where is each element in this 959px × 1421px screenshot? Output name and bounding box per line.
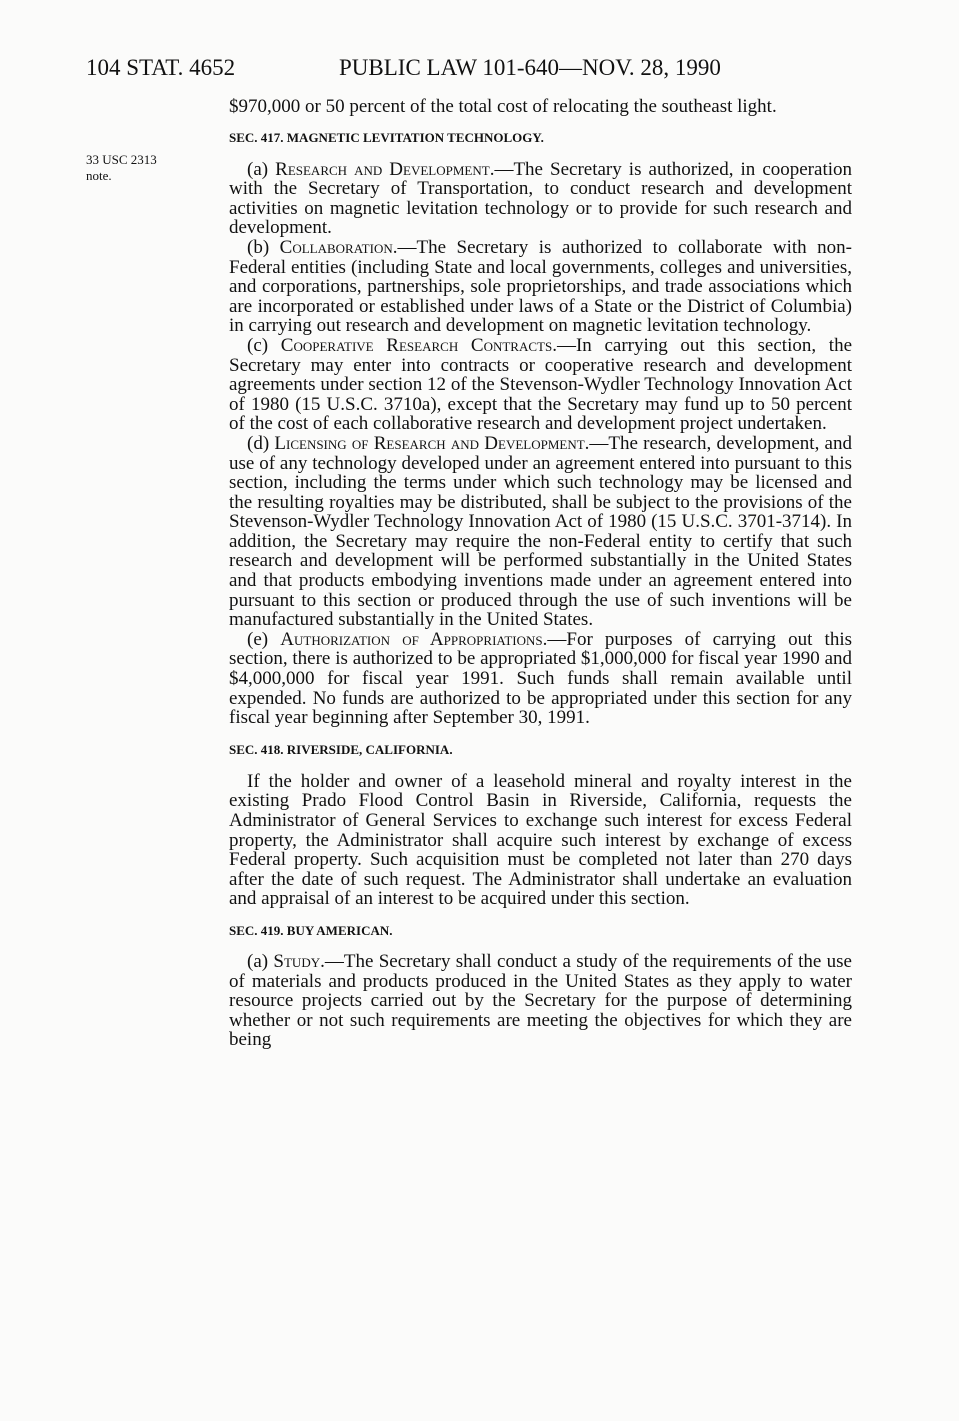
margin-note — [86, 152, 206, 184]
subsection-417-c — [229, 336, 852, 434]
section-heading-419: SEC. 419. BUY AMERICAN. — [229, 922, 393, 938]
subsection-label: (b) — [247, 236, 280, 258]
subsection-text: .—The Secretary shall conduct a study of the requirements of the use of materials and products produced in the United States as they apply to water resource projects carried out by the Secretary for the purpose of determining whether or not such requirements are meeting the objectives for which they are being — [229, 950, 852, 1051]
subsection-label: (a) — [247, 158, 276, 180]
continuation-paragraph: $970,000 or 50 percent of the total cost of relocating the southeast light. — [229, 96, 777, 117]
subsection-title: Study — [273, 950, 321, 972]
subsection-419-a — [229, 952, 852, 1050]
section-heading-417: SEC. 417. MAGNETIC LEVITATION TECHNOLOGY. — [229, 129, 544, 145]
subsection-title: Authorization of Appropriations — [280, 628, 543, 650]
subsection-label: (e) — [247, 628, 281, 650]
subsection-label: (c) — [247, 334, 281, 356]
subsection-title: Cooperative Research Contracts — [280, 334, 553, 356]
subsection-417-b — [229, 238, 852, 336]
document-body — [229, 97, 852, 1050]
section-heading-418: SEC. 418. RIVERSIDE, CALIFORNIA. — [229, 741, 453, 757]
statute-page-reference: 104 STAT. 4652 — [86, 55, 236, 80]
subsection-title: Research and Development — [275, 158, 490, 180]
subsection-text: .—The research, development, and use of any technology developed under an agreement entered into pursuant to this section, including the terms under which such technology may be licensed and the resulting royalties may be distributed, shall be subject to the provisions of the Stevenson-Wydler Technology Innovation Act of 1980 (15 U.S.C. 3701-3714). In addition, the Secretary may require the non-Federal entity to certify that such research and development will be performed substantially in the United States and that products embodying inventions made under an agreement entered into pursuant to this section or produced through the use of such inventions will be manufactured substantially in the United States. — [229, 432, 852, 631]
subsection-417-d — [229, 434, 852, 630]
margin-note-label: note. — [86, 168, 112, 183]
subsection-417-a — [229, 160, 852, 238]
subsection-text: .—The Secretary is authorized, in cooperation with the Secretary of Transportation, to conduct research and development activities on magnetic levitation technology or to provide for such research and development. — [229, 158, 853, 239]
public-law-title: PUBLIC LAW 101-640—NOV. 28, 1990 — [339, 55, 721, 80]
subsection-text: .—For purposes of carrying out this section, there is authorized to be appropriated $1,000,000 for fiscal year 1990 and $4,000,000 for fiscal year 1991. Such funds shall remain available until expended. No funds are authorized to be appropriated under this section for any fiscal year beginning after September 30, 1991. — [229, 628, 852, 729]
margin-note-citation: 33 USC 2313 — [86, 152, 157, 167]
subsection-label: (a) — [247, 950, 274, 972]
subsection-title: Licensing of Research and Development — [274, 432, 585, 454]
subsection-417-e — [229, 630, 852, 728]
subsection-title: Collaboration — [279, 236, 393, 258]
page-header — [86, 53, 856, 87]
subsection-text: .—The Secretary is authorized to collaborate with non-Federal entities (including State and local governments, colleges and universities, and corporations, partnerships, sole proprietorships, and trade associations which are incorporated or established under laws of a State or the District of Columbia) in carrying out research and development on magnetic levitation technology. — [229, 236, 852, 337]
subsection-label: (d) — [247, 432, 275, 454]
section-418-paragraph: If the holder and owner of a leasehold mineral and royalty interest in the existing Prado Flood Control Basin in Riverside, California, requests the Administrator of General Services to exchange such interest for excess Federal property, the Administrator shall acquire such interest by exchange of excess Federal property. Such acquisition must be completed not later than 270 days after the date of such request. The Administrator shall undertake an evaluation and appraisal of an interest to be acquired under this section. — [229, 770, 852, 910]
subsection-text: .—In carrying out this section, the Secretary may enter into contracts or cooperative research and development agreements under section 12 of the Stevenson-Wydler Technology Innovation Act of 1980 (15 U.S.C. 3710a), except that the Secretary may fund up to 50 percent of the cost of each collaborative research and development project undertaken. — [229, 334, 853, 435]
